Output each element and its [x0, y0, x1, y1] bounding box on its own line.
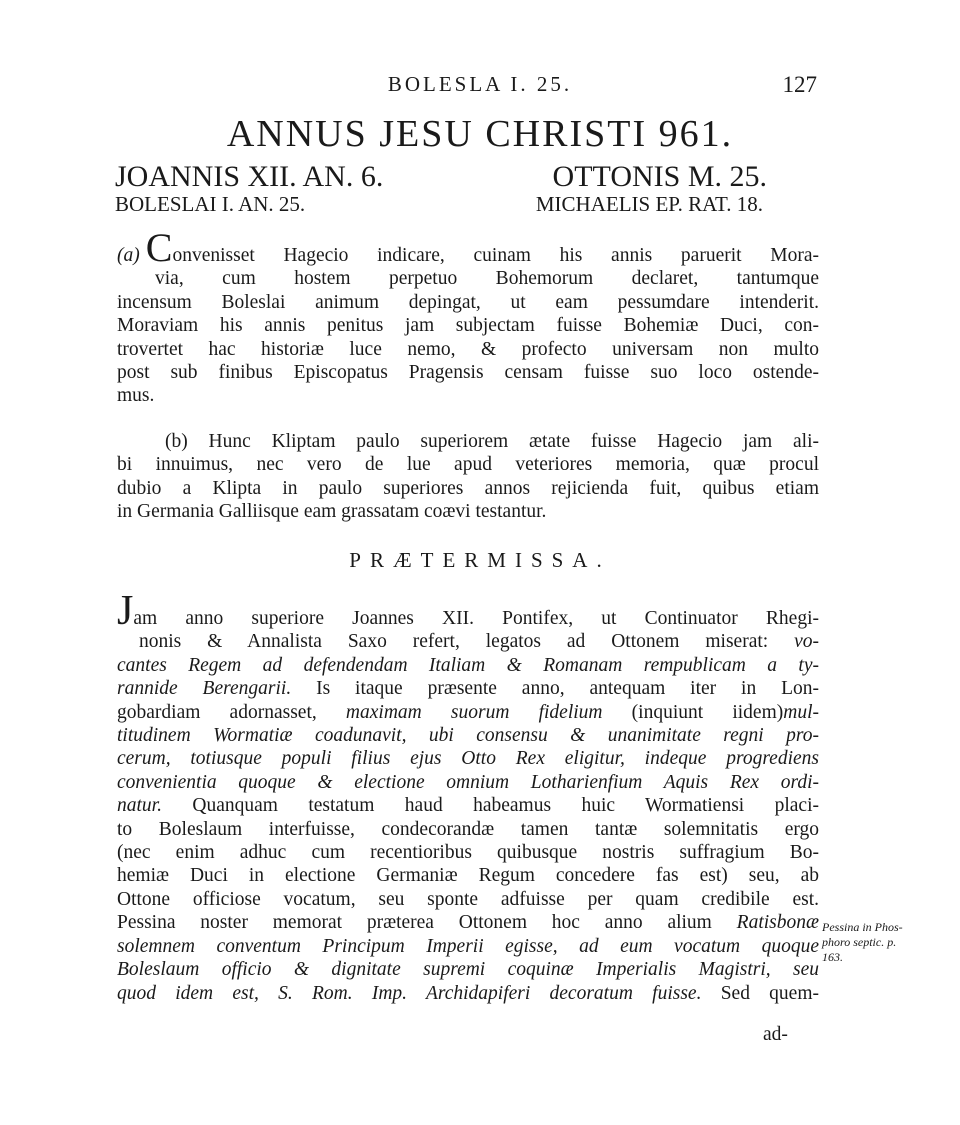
main-line [117, 935, 819, 958]
regnal-emperor: OTTONIS M. 25. [552, 160, 767, 193]
main-text-segment: nonis & Annalista Saxo refert, legatos ad Ottonem miserat: [139, 631, 769, 653]
main-line: Ottone officiose vocatum, seu sponte adfuisse per quam credibile est. [117, 888, 819, 910]
main-italic-segment: quod idem est, S. Rom. Imp. Archidapiferi decoratum fuisse. [117, 982, 702, 1004]
main-text-segment: gobardiam adornasset, [117, 701, 317, 723]
footnote-a-line: mus. [117, 385, 155, 407]
dropcap-c: C [145, 225, 173, 270]
main-text-segment: Pessina noster memorat præterea Ottonem hoc anno alium [117, 912, 712, 934]
main-italic-segment: cantes Regem ad defendendam Italiam & Romanam rempublicam a ty- [117, 654, 819, 676]
footnote-b-line: bi innuimus, nec vero de lue apud veteriores memoria, quæ procul [117, 454, 819, 476]
main-italic-segment: cerum, totiusque populi filius ejus Otto Rex eligitur, indeque progrediens [117, 748, 819, 770]
footnote-a [117, 225, 819, 408]
main-line: hemiæ Duci in electione Germaniæ Regum concedere fas est) seu, ab [117, 865, 819, 887]
main-line [117, 982, 819, 1005]
footnote-b-line: in Germania Galliisque eam grassatam coævi testantur. [117, 501, 547, 523]
main-line [117, 794, 819, 817]
regnal-pope: JOANNIS XII. AN. 6. [115, 160, 384, 193]
catchword: ad- [763, 1024, 788, 1045]
main-line [117, 588, 819, 634]
footnote-a-line: via, cum hostem perpetuo Bohemorum declaret, tantumque [155, 268, 819, 290]
year-heading: ANNUS JESU CHRISTI 961. [226, 113, 734, 155]
regnal-bishop: MICHAELIS EP. RAT. 18. [535, 192, 763, 216]
footnote-a-line [117, 225, 819, 270]
margin-note-line: phoro septic. p. [822, 935, 897, 949]
main-italic-segment: titudinem Wormatiæ coadunavit, ubi consensu & unanimitate regni pro- [117, 725, 819, 747]
main-line [117, 911, 819, 934]
main-line [117, 724, 819, 747]
footnote-a-line: Moraviam his annis penitus jam subjectam fuisse Bohemiæ Duci, con- [117, 315, 819, 337]
running-title: BOLESLA I. 25. [387, 72, 573, 96]
footnote-a-line: incensum Boleslai animum depingat, ut eam pessumdare intenderit. [117, 291, 819, 313]
margin-note-line: Pessina in Phos- [822, 920, 903, 934]
footnote-a-line: trovertet hac historiæ luce nemo, & profecto universam non multo [117, 338, 819, 360]
main-line: to Boleslaum interfuisse, condecorandæ tamen tantæ solemnitatis ergo [117, 818, 819, 840]
main-text-segment: am anno superiore Joannes XII. Pontifex, ut Continuator Rhegi- [133, 608, 819, 629]
running-head [0, 72, 960, 102]
main-line [117, 654, 819, 677]
footnote-a-line: post sub finibus Episcopatus Pragensis censam fuisse suo loco ostende- [117, 362, 819, 384]
main-line [117, 630, 819, 653]
main-italic-segment: Boleslaum officio & dignitate supremi coquinæ Imperialis Magistri, seu [117, 959, 819, 981]
regnal-duke: BOLESLAI I. AN. 25. [115, 192, 306, 216]
main-italic-segment: convenientia quoque & electione omnium Lotharienfium Aquis Rex ordi- [117, 771, 819, 793]
main-text-segment: (inquiunt iidem) [631, 701, 784, 723]
margin-note-line: 163. [822, 950, 843, 964]
main-text-segment: Is itaque præsente anno, antequam iter in Lon- [316, 678, 819, 700]
footnote-b [117, 430, 819, 524]
main-italic-segment: maximam suorum fidelium [345, 701, 603, 723]
footnote-b-line: (b) Hunc Kliptam paulo superiorem ætate fuisse Hagecio jam ali- [165, 431, 819, 452]
main-italic-segment: mul- [783, 701, 819, 723]
main-italic-segment: solemnem conventum Principum Imperii egisse, ad eum vocatum quoque [117, 935, 819, 957]
main-text [117, 588, 820, 1005]
section-title: PRÆTERMISSA. [349, 548, 611, 572]
footnote-a-text: onvenisset Hagecio indicare, cuinam his annis paruerit Mora- [172, 245, 819, 266]
main-line [117, 677, 819, 700]
main-italic-segment: Ratisbonæ [736, 912, 819, 934]
main-text-segment: Sed quem- [720, 982, 819, 1004]
main-italic-segment: vo- [794, 631, 820, 653]
main-line [117, 701, 819, 724]
main-line: (nec enim adhuc cum recentioribus quibusque nostris suffragium Bo- [117, 842, 819, 864]
main-line [117, 771, 819, 794]
margin-note [822, 920, 903, 965]
main-italic-segment: natur. [117, 795, 162, 817]
dropcap-j: J [117, 588, 134, 634]
main-line [117, 747, 819, 770]
main-line [117, 958, 819, 981]
main-text-segment: Quanquam testatum haud habeamus huic Wormatiensi placi- [192, 795, 819, 817]
footnote-marker: (a) [117, 245, 140, 266]
page-number: 127 [782, 72, 817, 97]
footnote-b-line: dubio a Klipta in paulo superiores annos rejicienda fuit, quibus etiam [117, 477, 819, 499]
main-italic-segment: rannide Berengarii. [117, 678, 292, 700]
